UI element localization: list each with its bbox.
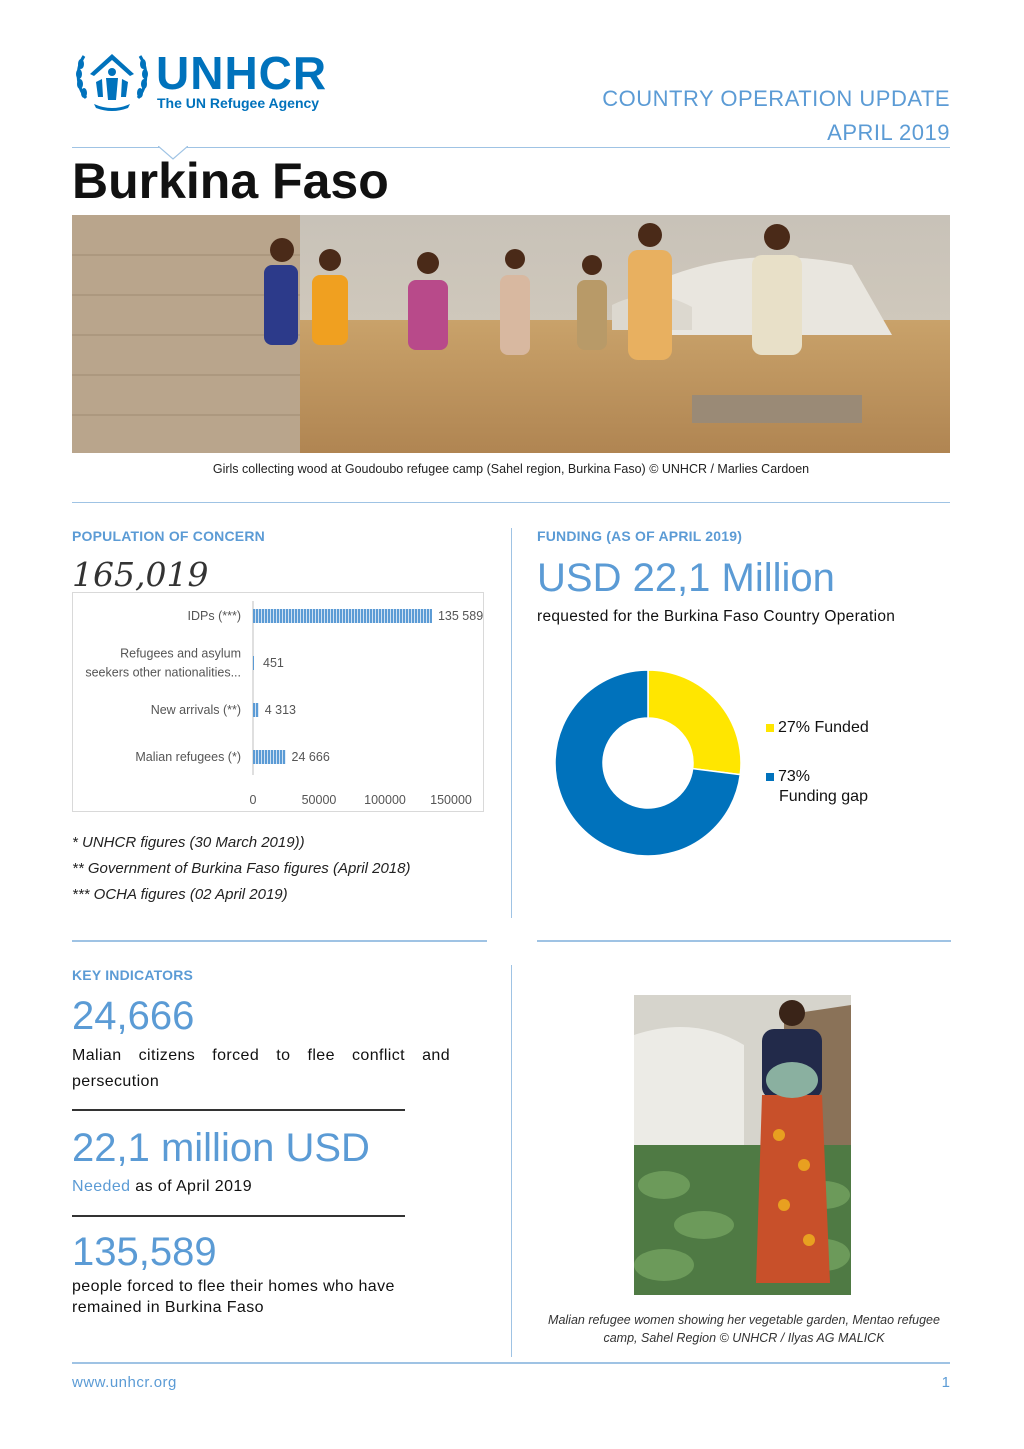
note-ocha: *** OCHA figures (02 April 2019) bbox=[72, 886, 288, 903]
indicator-3-number: 135,589 bbox=[72, 1230, 217, 1274]
unhcr-emblem-icon bbox=[72, 48, 152, 114]
column-divider-bottom bbox=[511, 965, 512, 1357]
footer-divider bbox=[72, 1362, 950, 1364]
note-unhcr: * UNHCR figures (30 March 2019)) bbox=[72, 834, 305, 851]
legend-funded bbox=[766, 719, 869, 737]
bar-1 bbox=[253, 656, 254, 670]
category-label-1-0: Refugees and asylum bbox=[120, 646, 241, 661]
indicator-2-rest: as of April 2019 bbox=[130, 1178, 252, 1195]
data-label-0: 135 589 bbox=[437, 609, 483, 623]
key-indicators-label: KEY INDICATORS bbox=[72, 967, 194, 983]
indicator-1-number: 24,666 bbox=[72, 994, 195, 1038]
indicator-1-text: Malian citizens forced to flee conflict and persecution bbox=[72, 1047, 450, 1090]
population-bar-chart bbox=[72, 592, 484, 812]
legend-swatch-gap bbox=[766, 773, 774, 781]
data-label-3: 24 666 bbox=[291, 750, 330, 764]
funding-donut-chart bbox=[553, 668, 743, 858]
legend-gap bbox=[766, 767, 868, 807]
note-government: ** Government of Burkina Faso figures (April 2018) bbox=[72, 860, 411, 877]
indicator-2-text bbox=[72, 1174, 450, 1200]
indicator-divider-2 bbox=[72, 1215, 405, 1217]
population-notes bbox=[72, 830, 411, 908]
top-photo-caption: Girls collecting wood at Goudoubo refugee camp (Sahel region, Burkina Faso) © UNHCR / Marlies Cardoen bbox=[212, 462, 810, 476]
legend-swatch-funded bbox=[766, 724, 774, 732]
funding-description: requested for the Burkina Faso Country Operation bbox=[537, 608, 896, 625]
population-label: POPULATION OF CONCERN bbox=[72, 528, 265, 544]
garden-photo bbox=[634, 995, 851, 1295]
page-number: 1 bbox=[941, 1374, 950, 1391]
data-label-2: 4 313 bbox=[264, 703, 296, 717]
indicator-2-accent: Needed bbox=[72, 1178, 131, 1195]
footer-url-link[interactable]: www.unhcr.org bbox=[72, 1374, 177, 1391]
category-label-1-1: seekers other nationalities... bbox=[85, 665, 241, 680]
column-divider-top bbox=[511, 528, 512, 918]
funding-amount: USD 22,1 Million bbox=[537, 556, 835, 600]
bottom-photo-caption: Malian refugee women showing her vegetable garden, Mentao refugee camp, Sahel Region © UNHCR / Ilyas AG MALICK bbox=[548, 1313, 940, 1345]
section-divider-right bbox=[537, 940, 951, 942]
indicator-divider-1 bbox=[72, 1109, 405, 1111]
x-tick-0: 0 bbox=[249, 793, 257, 807]
bar-chart-svg bbox=[73, 593, 483, 811]
x-tick-2: 100000 bbox=[364, 793, 406, 807]
indicator-2-number: 22,1 million USD bbox=[72, 1126, 370, 1170]
x-tick-1: 50000 bbox=[301, 793, 337, 807]
section-divider bbox=[72, 502, 950, 503]
legend-gap-percent: 73% bbox=[778, 768, 811, 785]
legend-gap-label: Funding gap bbox=[779, 788, 868, 805]
category-label-0-0: IDPs (***) bbox=[187, 609, 241, 623]
legend-funded-label: 27% Funded bbox=[778, 719, 869, 736]
data-label-1: 451 bbox=[263, 656, 284, 670]
report-date: APRIL 2019 bbox=[827, 120, 950, 145]
population-total: 165,019 bbox=[72, 555, 209, 594]
camp-photo bbox=[72, 215, 950, 453]
org-name: UNHCR bbox=[156, 47, 328, 99]
bar-2 bbox=[253, 703, 259, 717]
funding-label: FUNDING (AS OF APRIL 2019) bbox=[537, 528, 743, 544]
donut-slice-0 bbox=[648, 670, 741, 775]
page-title: Burkina Faso bbox=[72, 153, 389, 209]
header-divider bbox=[72, 147, 950, 148]
report-type: COUNTRY OPERATION UPDATE bbox=[602, 86, 950, 111]
category-label-3-0: Malian refugees (*) bbox=[135, 750, 241, 764]
bar-0 bbox=[253, 609, 432, 623]
bar-3 bbox=[253, 750, 286, 764]
category-label-2-0: New arrivals (**) bbox=[150, 703, 241, 717]
org-subtitle: The UN Refugee Agency bbox=[157, 95, 320, 111]
x-tick-3: 150000 bbox=[430, 793, 472, 807]
section-divider-left bbox=[72, 940, 487, 942]
indicator-3-text: people forced to flee their homes who have remained in Burkina Faso bbox=[72, 1278, 395, 1316]
